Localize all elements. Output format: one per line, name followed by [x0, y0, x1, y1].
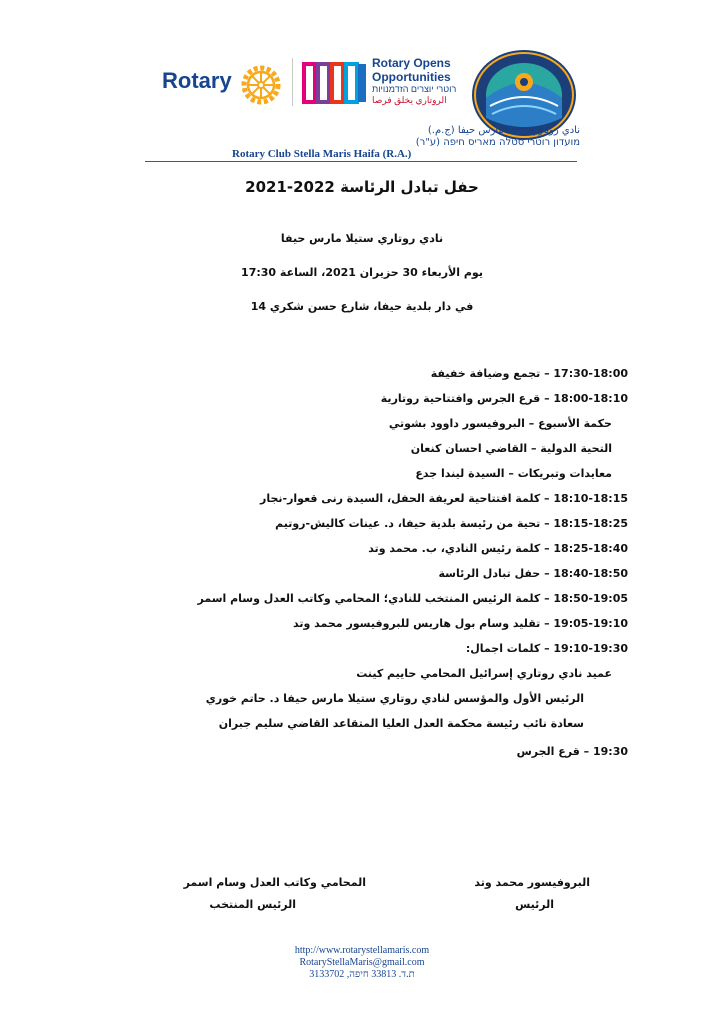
program-text: – تحية من رئيسة بلدية حيفا، د. عينات كاليش-روتيم: [275, 517, 554, 530]
program-text: – تقليد وسام بول هاريس للبروفيسور محمد وتد: [293, 617, 554, 630]
program-time: 18:50-19:05: [553, 592, 628, 605]
program-time: 19:30: [592, 745, 628, 758]
opens-opportunities-text-he: רוטרי יוצרים הזדמנויות: [372, 84, 457, 94]
program-time: 17:30-18:00: [553, 367, 628, 380]
program-item: [128, 745, 628, 758]
program-item: [128, 492, 628, 505]
rotary-opens-opportunities-logo: [302, 56, 462, 108]
program-text: – كلمة افتتاحية لعريفة الحفل، السيدة رنى قعوار-نجار: [259, 492, 554, 505]
program-item: [128, 617, 628, 630]
program-time: 18:10-18:15: [553, 492, 628, 505]
rotary-wheel-icon: [240, 64, 282, 106]
program-subitem: التحية الدولية – القاضي احسان كنعان: [410, 442, 612, 455]
club-name-english: Rotary Club Stella Maris Haifa (R.A.): [232, 148, 412, 160]
program-text: – قرع الجرس وافتتاحية روتارية: [380, 392, 554, 405]
logo-divider: [292, 58, 293, 106]
program-time: 18:40-18:50: [553, 567, 628, 580]
event-place: في دار بلدية حيفا، شارع حسن شكري 14: [250, 300, 474, 313]
opens-opportunities-text-ar: الروتاري يخلق فرصا: [372, 95, 447, 105]
opportunities-doors-icon: [302, 58, 368, 106]
event-date: يوم الأربعاء 30 حزيران 2021، الساعة 17:30: [241, 266, 483, 279]
program-item: [128, 392, 628, 405]
program-item: [128, 592, 628, 605]
program-time: 19:10-19:30: [553, 642, 628, 655]
program-item: [128, 642, 628, 655]
program-subitem: عميد نادي روتاري إسرائيل المحامي حاييم كينت: [356, 667, 612, 680]
program-subitem: حكمة الأسبوع – البروفيسور داوود بشوتي: [388, 417, 612, 430]
rotary-wordmark: Rotary: [162, 68, 232, 93]
rotary-logo: [162, 64, 284, 104]
program-subitem: الرئيس الأول والمؤسس لنادي روتاري ستيلا مارس حيفا د. حاتم خوري: [205, 692, 584, 705]
program-text: – كلمة رئيس النادي، ب. محمد وتد: [368, 542, 554, 555]
program-time: 18:15-18:25: [553, 517, 628, 530]
footer-website[interactable]: http://www.rotarystellamaris.com: [294, 945, 430, 956]
program-text: – تجمع وضيافة خفيفة: [430, 367, 554, 380]
program-time: 19:05-19:10: [553, 617, 628, 630]
program-text: – قرع الجرس: [516, 745, 593, 758]
program-text: – حفل تبادل الرئاسة: [438, 567, 554, 580]
president-elect-role: الرئيس المنتخب: [209, 898, 296, 911]
program-time: 18:25-18:40: [553, 542, 628, 555]
footer-address: ת.ד. 33813 חיפה, 3133702: [309, 969, 415, 980]
event-title: حفل تبادل الرئاسة 2022-2021: [245, 178, 479, 196]
opens-opportunities-text-en: Rotary Opens Opportunities: [372, 56, 451, 84]
president-name: البروفيسور محمد وتد: [474, 876, 590, 889]
program-item: [128, 367, 628, 380]
club-name-hebrew: מועדון רוטרי סטלה מאריס חיפה (ע"ר): [415, 137, 580, 148]
program-time: 18:00-18:10: [553, 392, 628, 405]
program-subitem: سعادة نائب رئيسة محكمة العدل العليا المتقاعد القاضي سليم جبران: [218, 717, 584, 730]
program-text: – كلمة الرئيس المنتخب للنادي؛ المحامي وكاتب العدل وسام اسمر: [197, 592, 554, 605]
club-name: نادي روتاري ستيلا مارس حيفا: [280, 232, 444, 245]
header-divider: [145, 161, 577, 162]
president-elect-name: المحامي وكاتب العدل وسام اسمر: [183, 876, 366, 889]
program-item: [128, 567, 628, 580]
program-subitem: معايدات وتبريكات – السيدة ليندا جدع: [415, 467, 612, 480]
club-name-arabic: نادي روتاري ستيلا مارس حيفا (ج.م.): [427, 125, 580, 136]
footer-email[interactable]: RotaryStellaMaris@gmail.com: [299, 957, 425, 968]
program-text: – كلمات اجمال:: [465, 642, 554, 655]
program-item: [128, 517, 628, 530]
president-role: الرئيس: [515, 898, 554, 911]
program-item: [128, 542, 628, 555]
